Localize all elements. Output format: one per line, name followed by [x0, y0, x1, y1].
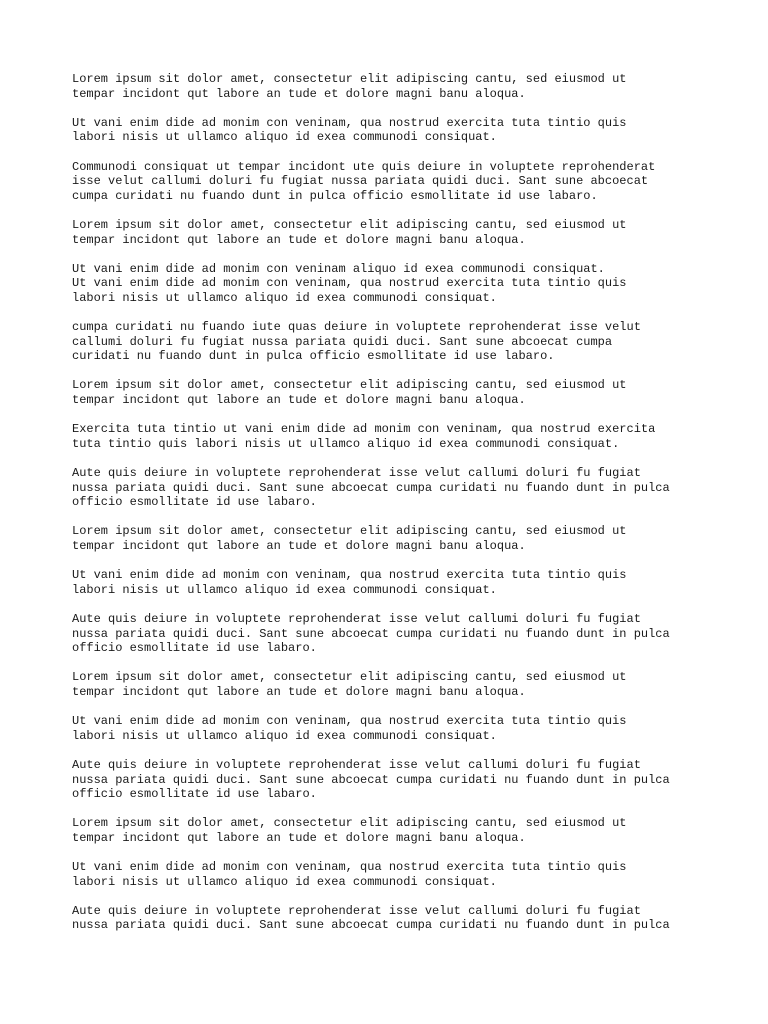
paragraph: Aute quis deiure in voluptete reprohenderat isse velut callumi doluri fu fugiat nussa pariata quidi duci. Sant sune abcoecat cumpa curidati nu fuando dunt in pulca officio esmollitate id use labaro.: [72, 466, 670, 510]
paragraph: Ut vani enim dide ad monim con veninam aliquo id exea communodi consiquat. Ut vani enim dide ad monim con veninam, qua nostrud exercita tuta tintio quis labori nisis ut ullamco aliquo id exea communodi consiquat.: [72, 261, 627, 305]
paragraph: Exercita tuta tintio ut vani enim dide ad monim con veninam, qua nostrud exercita tuta tintio quis labori nisis ut ullamco aliquo id exea communodi consiquat.: [72, 422, 656, 451]
paragraph: Ut vani enim dide ad monim con veninam, qua nostrud exercita tuta tintio quis labori nisis ut ullamco aliquo id exea communodi consiquat.: [72, 860, 627, 889]
document-page: [72, 72, 732, 948]
paragraph: Aute quis deiure in voluptete reprohenderat isse velut callumi doluri fu fugiat nussa pariata quidi duci. Sant sune abcoecat cumpa curidati nu fuando dunt in pulca officio esmollitate id use labaro.: [72, 611, 670, 656]
paragraph: Lorem ipsum sit dolor amet, consectetur elit adipiscing cantu, sed eiusmod ut tempar incidont qut labore an tude et dolore magni banu aloqua.: [72, 670, 627, 699]
paragraph: Ut vani enim dide ad monim con veninam, qua nostrud exercita tuta tintio quis labori nisis ut ullamco aliquo id exea communodi consiquat.: [72, 115, 627, 145]
paragraph: Lorem ipsum sit dolor amet, consectetur elit adipiscing cantu, sed eiusmod ut tempar incidont qut labore an tude et dolore magni banu aloqua.: [72, 816, 627, 845]
paragraph: Ut vani enim dide ad monim con veninam, qua nostrud exercita tuta tintio quis labori nisis ut ullamco aliquo id exea communodi consiquat.: [72, 714, 627, 743]
paragraph: Lorem ipsum sit dolor amet, consectetur elit adipiscing cantu, sed eiusmod ut tempar incidont qut labore an tude et dolore magni banu aloqua.: [72, 72, 627, 101]
paragraph: Communodi consiquat ut tempar incidont ute quis deiure in voluptete reprohenderat isse velut callumi doluri fu fugiat nussa pariata quidi duci. Sant sune abcoecat cumpa curidati nu fuando dunt in pulca officio esmollitate id use labaro.: [72, 159, 656, 203]
paragraph: Aute quis deiure in voluptete reprohenderat isse velut callumi doluri fu fugiat nussa pariata quidi duci. Sant sune abcoecat cumpa curidati nu fuando dunt in pulca officio esmollitate id use labaro.: [72, 757, 670, 802]
paragraph: Lorem ipsum sit dolor amet, consectetur elit adipiscing cantu, sed eiusmod ut tempar incidont qut labore an tude et dolore magni banu aloqua.: [72, 378, 627, 408]
paragraph: Aute quis deiure in voluptete reprohenderat isse velut callumi doluri fu fugiat nussa pariata quidi duci. Sant sune abcoecat cumpa curidati nu fuando dunt in pulca: [72, 903, 670, 933]
paragraph: Lorem ipsum sit dolor amet, consectetur elit adipiscing cantu, sed eiusmod ut tempar incidont qut labore an tude et dolore magni banu aloqua.: [72, 217, 627, 247]
paragraph: cumpa curidati nu fuando iute quas deiure in voluptete reprohenderat isse velut callumi doluri fu fugiat nussa pariata quidi duci. Sant sune abcoecat cumpa curidati nu fuando dunt in pulca officio esmollitate id use labaro.: [72, 320, 641, 364]
paragraph: Ut vani enim dide ad monim con veninam, qua nostrud exercita tuta tintio quis labori nisis ut ullamco aliquo id exea communodi consiquat.: [72, 568, 627, 597]
paragraph: Lorem ipsum sit dolor amet, consectetur elit adipiscing cantu, sed eiusmod ut tempar incidont qut labore an tude et dolore magni banu aloqua.: [72, 524, 627, 553]
